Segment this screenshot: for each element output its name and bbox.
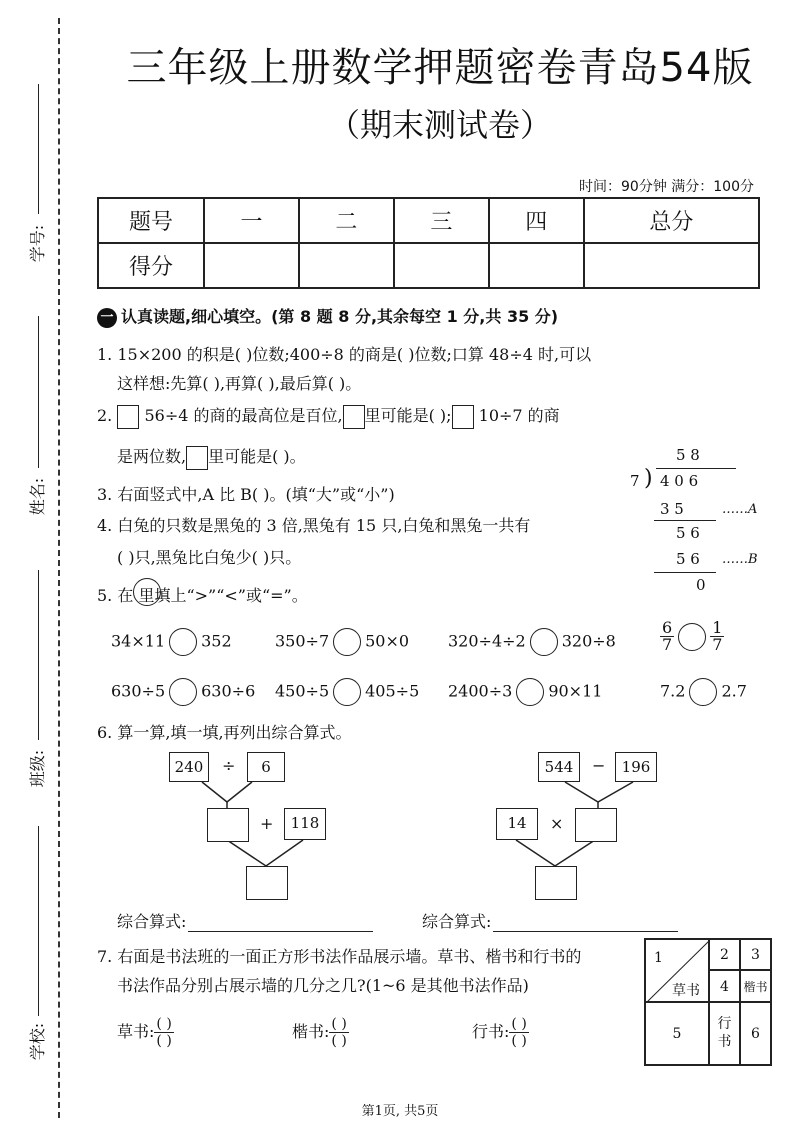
q5-r1-2-right: 50×0 bbox=[365, 631, 410, 651]
q6-formula-2 bbox=[422, 909, 678, 932]
tree1-operator-1: ÷ bbox=[222, 756, 236, 775]
q5-r2-2-right: 405÷5 bbox=[365, 681, 420, 701]
wall-cell-1-cao bbox=[645, 939, 709, 1002]
q4-line2: ( )只,黑兔比白兔少( )只。 bbox=[117, 548, 302, 567]
q7-cao-fraction[interactable] bbox=[154, 1016, 173, 1049]
wall-cell-kai: 楷书 bbox=[740, 970, 771, 1002]
q4-line1: 4. 白兔的只数是黑兔的 3 倍,黑兔有 15 只,白兔和黑兔一共有 bbox=[97, 516, 531, 535]
tree2-result-box-2[interactable] bbox=[535, 866, 577, 900]
tree1-result-box-1[interactable] bbox=[207, 808, 249, 842]
tree2-number-a: 544 bbox=[538, 752, 580, 782]
tree1-number-c: 118 bbox=[284, 808, 326, 840]
q7-xing-label: 行书: bbox=[472, 1022, 510, 1041]
frac-denominator: ( ) bbox=[511, 1033, 527, 1049]
tree2-number-b: 196 bbox=[615, 752, 657, 782]
wall-cell-3: 3 bbox=[740, 939, 771, 970]
q7-kai-answer bbox=[292, 1016, 349, 1049]
division-remainder: 0 bbox=[696, 576, 706, 594]
q1-line2: 这样想:先算( ),再算( ),最后算( )。 bbox=[117, 374, 362, 393]
q5-r2-1-right: 630÷6 bbox=[201, 681, 256, 701]
wall-label-cao: 草书 bbox=[672, 983, 700, 999]
q7-xing-fraction[interactable] bbox=[509, 1016, 528, 1049]
q5-r1-3-right: 320÷8 bbox=[561, 631, 616, 651]
q3-text: 3. 右面竖式中,A 比 B( )。(填“大”或“小”) bbox=[97, 485, 395, 504]
frac-denominator: 7 bbox=[662, 635, 673, 654]
q6-text: 6. 算一算,填一填,再列出综合算式。 bbox=[97, 723, 352, 742]
frac-numerator: ( ) bbox=[331, 1016, 347, 1032]
tree1-number-a: 240 bbox=[169, 752, 209, 782]
student-id-label: 学号: bbox=[28, 224, 48, 263]
wall-cell-6: 6 bbox=[740, 1002, 771, 1065]
tree1-result-box-2[interactable] bbox=[246, 866, 288, 900]
q7-line1: 7. 右面是书法班的一面正方形书法作品展示墙。草书、楷书和行书的 bbox=[97, 947, 582, 966]
section-number-badge: 一 bbox=[97, 308, 117, 328]
wall-cell-xing: 行 书 bbox=[709, 1002, 740, 1065]
division-step1: 3 5 bbox=[660, 500, 684, 518]
division-divisor: 7 bbox=[630, 472, 640, 490]
time-info: 时间：90分钟 满分：100分 bbox=[579, 179, 754, 195]
q7-kai-label: 楷书: bbox=[292, 1022, 330, 1041]
q5-r2-3-left: 2400÷3 bbox=[448, 681, 513, 701]
q7-xing-answer bbox=[472, 1016, 529, 1049]
q5-r1-3-left: 320÷4÷2 bbox=[448, 631, 526, 651]
division-step3-tag: ……B bbox=[722, 552, 758, 567]
q7-kai-fraction[interactable] bbox=[329, 1016, 348, 1049]
division-quotient: 5 8 bbox=[676, 446, 700, 464]
class-label: 班级: bbox=[28, 749, 48, 788]
wall-cell-5: 5 bbox=[645, 1002, 709, 1065]
frac-numerator: ( ) bbox=[156, 1016, 172, 1032]
q1-line1: 1. 15×200 的积是( )位数;400÷8 的商是( )位数;口算 48÷4 时,可以 bbox=[97, 345, 592, 364]
page-title: 三年级上册数学押题密卷青岛54版 bbox=[126, 45, 754, 91]
frac-numerator: 1 bbox=[712, 618, 723, 637]
wall-label-1: 1 bbox=[654, 950, 663, 966]
tree2-result-box-1[interactable] bbox=[575, 808, 617, 842]
q2-line2-a: 是两位数, bbox=[117, 447, 187, 466]
wall-cell-4: 4 bbox=[709, 970, 740, 1002]
score-table-col-1: 一 bbox=[204, 198, 299, 243]
q7-line2: 书法作品分别占展示墙的几分之几?(1~6 是其他书法作品) bbox=[117, 976, 529, 995]
division-step1-tag: ……A bbox=[722, 502, 758, 517]
page-footer: 第1页, 共5页 bbox=[361, 1104, 439, 1119]
tree1-number-b: 6 bbox=[247, 752, 285, 782]
frac-denominator: 7 bbox=[712, 635, 723, 654]
q2-prefix: 2. bbox=[97, 406, 113, 425]
q5-r2-3-right: 90×11 bbox=[548, 681, 603, 701]
frac-denominator: ( ) bbox=[156, 1033, 172, 1049]
q5-instruction: 5. 在 里填上“>”“<”或“=”。 bbox=[97, 586, 308, 605]
calligraphy-wall bbox=[644, 938, 772, 1066]
q5-r1-2-left: 350÷7 bbox=[275, 631, 330, 651]
q6-formula-1 bbox=[117, 909, 373, 932]
q5-r2-4-left: 7.2 bbox=[660, 681, 686, 701]
q5-r2-4-right: 2.7 bbox=[721, 681, 747, 701]
section-heading-text: 认真读题,细心填空。(第 8 题 8 分,其余每空 1 分,共 35 分) bbox=[121, 307, 559, 326]
formula-answer-line[interactable] bbox=[493, 931, 678, 932]
score-table-row2-label: 得分 bbox=[98, 243, 204, 288]
formula-answer-line[interactable] bbox=[188, 931, 373, 932]
frac-denominator: ( ) bbox=[331, 1033, 347, 1049]
formula-label: 综合算式: bbox=[422, 912, 492, 931]
frac-numerator: 6 bbox=[662, 618, 673, 637]
division-bracket: ) bbox=[644, 466, 653, 491]
wall-cell-2: 2 bbox=[709, 939, 740, 970]
school-label: 学校: bbox=[28, 1022, 48, 1061]
q2-line2-b: 里可能是( )。 bbox=[208, 447, 306, 466]
name-label: 姓名: bbox=[28, 477, 48, 516]
page-subtitle: （期末测试卷） bbox=[327, 106, 552, 144]
division-step3: 5 6 bbox=[676, 550, 700, 568]
q2-part-b: 里可能是( ); bbox=[364, 406, 452, 425]
division-dividend: 4 0 6 bbox=[660, 472, 699, 490]
q7-cao-answer bbox=[117, 1016, 174, 1049]
division-step2: 5 6 bbox=[676, 524, 700, 542]
tree2-number-c: 14 bbox=[496, 808, 538, 840]
score-table-col-3: 三 bbox=[394, 198, 489, 243]
score-table-row1-label: 题号 bbox=[98, 198, 204, 243]
q2-part-a: 56÷4 的商的最高位是百位, bbox=[144, 406, 343, 425]
q5-r1-1-right: 352 bbox=[201, 631, 232, 651]
q2-part-c: 10÷7 的商 bbox=[478, 406, 560, 425]
tree2-operator-2: × bbox=[550, 814, 564, 833]
q5-r2-2-left: 450÷5 bbox=[275, 681, 330, 701]
q5-r2-1-left: 630÷5 bbox=[111, 681, 166, 701]
formula-label: 综合算式: bbox=[117, 912, 187, 931]
score-table-col-4: 四 bbox=[489, 198, 584, 243]
q7-cao-label: 草书: bbox=[117, 1022, 155, 1041]
score-table-col-total: 总分 bbox=[584, 198, 759, 243]
frac-numerator: ( ) bbox=[511, 1016, 527, 1032]
score-table-col-2: 二 bbox=[299, 198, 394, 243]
tree2-operator-1: − bbox=[592, 756, 606, 775]
tree1-operator-2: + bbox=[260, 814, 274, 833]
q5-r1-1-left: 34×11 bbox=[111, 631, 166, 651]
